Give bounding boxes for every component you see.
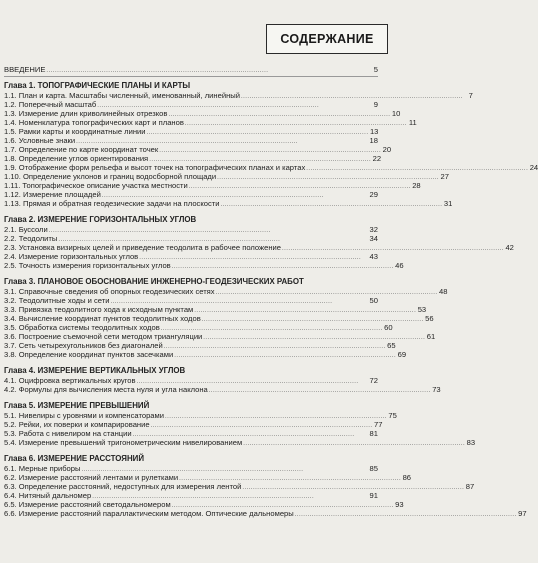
toc-entry-title: 1.10. Определение уклонов и границ водосборной площади: [4, 172, 217, 181]
chapter-heading: Глава 4. ИЗМЕРЕНИЕ ВЕРТИКАЛЬНЫХ УГЛОВ: [4, 366, 186, 375]
toc-entry-page: 60: [384, 323, 393, 332]
toc-entry-title: 5.2. Рейки, их поверки и компарирование: [4, 420, 150, 429]
toc-entry: [4, 411, 397, 420]
toc-entry: [4, 145, 392, 154]
toc-entry-title: 4.1. Оцифровка вертикальных кругов: [4, 376, 136, 385]
toc-entry-page: 83: [466, 438, 476, 447]
toc-entry: [4, 332, 436, 341]
toc-entry-title: 1.4. Номенклатура топографических карт и планов: [4, 118, 184, 127]
toc-entry-title: 1.1. План и карта. Масштабы численный, именованный, линейный: [4, 91, 240, 100]
toc-entry-title: 1.8. Определение углов ориентирования: [4, 154, 149, 163]
divider: [4, 76, 378, 77]
toc-entry: [4, 429, 378, 438]
toc-entry-title: 6.3. Определение расстояний, недоступных для измерения лентой: [4, 482, 242, 491]
toc-entry-page: 46: [395, 261, 404, 270]
toc-entry-page: 29: [369, 190, 378, 199]
toc-entry: [4, 500, 404, 509]
chapter-heading: Глава 5. ИЗМЕРЕНИЕ ПРЕВЫШЕНИЙ: [4, 401, 150, 410]
toc-entry-title: 2.2. Теодолиты: [4, 234, 58, 243]
toc-entry-title: 6.6. Измерение расстояний параллактическим методом. Оптические дальномеры: [4, 509, 294, 518]
toc-entry-title: 4.2. Формулы для вычисления места нуля и угла наклона: [4, 385, 208, 394]
toc-entry-title: 1.9. Отображение форм рельефа и высот точек на топографических планах и картах: [4, 163, 306, 172]
toc-entry: [4, 482, 475, 491]
toc-entry-title: 1.5. Рамки карты и координатные линии: [4, 127, 146, 136]
toc-entry-page: 97: [518, 509, 527, 518]
leader-dots: [220, 199, 441, 210]
toc-entry-page: 9: [373, 100, 378, 109]
toc-entry-title: 6.5. Измерение расстояний светодальномером: [4, 500, 171, 509]
toc-entry: [4, 154, 382, 163]
chapter-heading: Глава 3. ПЛАНОВОЕ ОБОСНОВАНИЕ ИНЖЕНЕРНО-ГЕОДЕЗИЧЕСКИХ РАБОТ: [4, 277, 304, 286]
toc-entry-title: 2.4. Измерение горизонтальных углов: [4, 252, 139, 261]
toc-entry-page: 85: [369, 464, 378, 473]
toc-entry-title: ВВЕДЕНИЕ: [4, 65, 46, 74]
toc-entry-page: 65: [387, 341, 396, 350]
toc-entry-page: 34: [369, 234, 378, 243]
toc-entry-page: 13: [369, 127, 379, 136]
toc-entry: [4, 323, 393, 332]
toc-entry-title: 1.13. Прямая и обратная геодезические задачи на плоскости: [4, 199, 220, 208]
toc-entry-page: 81: [369, 429, 378, 438]
leader-dots: [46, 65, 367, 76]
leader-dots: [172, 261, 393, 272]
toc-entry-title: 1.3. Измерение длин криволинейных отрезков: [4, 109, 168, 118]
toc-entry: [4, 305, 427, 314]
toc-entry-page: 31: [443, 199, 453, 208]
toc-entry-title: 5.1. Нивелиры с уровнями и компенсаторами: [4, 411, 164, 420]
toc-entry-title: 3.1. Справочные сведения об опорных геодезических сетях: [4, 287, 215, 296]
toc-entry-title: 3.2. Теодолитные ходы и сети: [4, 296, 110, 305]
toc-entry-title: 2.1. Буссоли: [4, 225, 48, 234]
toc-entry-page: 72: [369, 376, 378, 385]
toc-entry: [4, 491, 378, 500]
toc-entry-title: 1.6. Условные знаки: [4, 136, 76, 145]
toc-entry-title: 3.5. Обработка системы теодолитных ходов: [4, 323, 160, 332]
toc-entry: [4, 287, 448, 296]
toc-entry: [4, 473, 412, 482]
toc-entry-page: 86: [402, 473, 412, 482]
toc-entry-page: 75: [388, 411, 397, 420]
toc-entry: [4, 172, 449, 181]
toc-entry: [4, 100, 378, 109]
toc-entry-page: 32: [369, 225, 378, 234]
toc-entry: [4, 225, 378, 234]
toc-entry: [4, 350, 407, 359]
contents-header-box: [266, 24, 388, 54]
toc-entry: [4, 420, 383, 429]
toc-entry-title: 1.7. Определение по карте координат точек: [4, 145, 159, 154]
toc-entry-page: 11: [408, 118, 417, 127]
table-of-contents: [4, 65, 538, 518]
toc-entry: [4, 385, 441, 394]
toc-entry-title: 3.7. Сеть четырехугольников без диагоналей: [4, 341, 163, 350]
leader-dots: [209, 385, 430, 396]
toc-entry-page: 53: [417, 305, 427, 314]
toc-entry-page: 18: [369, 136, 378, 145]
toc-entry-page: 93: [395, 500, 404, 509]
toc-entry-page: 20: [382, 145, 392, 154]
toc-entry-page: 61: [426, 332, 436, 341]
toc-entry-title: 2.5. Точность измерения горизонтальных углов: [4, 261, 171, 270]
toc-entry: [4, 438, 476, 447]
toc-entry-title: 2.3. Установка визирных целей и приведение теодолита в рабочее положение: [4, 243, 282, 252]
toc-entry-page: 50: [369, 296, 378, 305]
toc-entry: [4, 136, 378, 145]
toc-entry-page: 91: [369, 491, 378, 500]
toc-entry: [4, 109, 401, 118]
toc-entry-title: 3.4. Вычисление координат пунктов теодолитных ходов: [4, 314, 201, 323]
toc-entry: [4, 199, 453, 208]
toc-entry-page: 28: [412, 181, 421, 190]
toc-entry-page: 77: [374, 420, 383, 429]
toc-entry: [4, 91, 473, 100]
toc-entry: [4, 127, 378, 136]
chapter-heading: Глава 1. ТОПОГРАФИЧЕСКИЕ ПЛАНЫ И КАРТЫ: [4, 81, 191, 90]
toc-entry-title: 1.2. Поперечный масштаб: [4, 100, 97, 109]
toc-entry-title: 1.12. Измерение площадей: [4, 190, 101, 199]
toc-entry: [4, 314, 434, 323]
toc-entry-intro: [4, 65, 378, 74]
toc-entry-page: 10: [391, 109, 401, 118]
leader-dots: [243, 438, 464, 449]
toc-entry-page: 48: [439, 287, 448, 296]
toc-entry: [4, 261, 404, 270]
toc-entry: [4, 163, 538, 172]
toc-entry: [4, 376, 378, 385]
contents-title: СОДЕРЖАНИЕ: [280, 32, 374, 46]
toc-entry-page: 56: [425, 314, 434, 323]
toc-entry-page: 7: [468, 91, 473, 100]
chapter-heading: Глава 2. ИЗМЕРЕНИЕ ГОРИЗОНТАЛЬНЫХ УГЛОВ: [4, 215, 197, 224]
toc-entry-title: 6.2. Измерение расстояний лентами и рулетками: [4, 473, 179, 482]
leader-dots: [174, 350, 395, 361]
toc-entry-page: 42: [505, 243, 514, 252]
toc-entry: [4, 341, 396, 350]
toc-entry-page: 43: [369, 252, 378, 261]
toc-entry: [4, 464, 378, 473]
toc-entry: [4, 190, 378, 199]
toc-entry-title: 3.6. Построение съемочной сети методом триангуляции: [4, 332, 203, 341]
toc-entry-title: 3.3. Привязка теодолитного хода к исходным пунктам: [4, 305, 194, 314]
toc-entry: [4, 243, 514, 252]
toc-entry-title: 6.4. Нитяный дальномер: [4, 491, 92, 500]
toc-entry-title: 5.4. Измерение превышений тригонометрическим нивелированием: [4, 438, 243, 447]
toc-entry: [4, 234, 378, 243]
toc-entry-page: 5: [373, 65, 378, 74]
toc-entry-page: 69: [397, 350, 407, 359]
toc-entry-title: 1.11. Топографическое описание участка местности: [4, 181, 188, 190]
toc-entry: [4, 181, 421, 190]
leader-dots: [295, 509, 516, 520]
toc-entry-title: 6.1. Мерные приборы: [4, 464, 81, 473]
toc-entry: [4, 509, 527, 518]
toc-entry-title: 3.8. Определение координат пунктов засечками: [4, 350, 174, 359]
toc-entry-page: 24: [529, 163, 538, 172]
toc-entry-title: 5.3. Работа с нивелиром на станции: [4, 429, 132, 438]
toc-entry: [4, 252, 378, 261]
toc-entry-page: 87: [465, 482, 475, 491]
chapter-heading: Глава 6. ИЗМЕРЕНИЕ РАССТОЯНИЙ: [4, 454, 145, 463]
toc-entry: [4, 118, 417, 127]
toc-entry: [4, 296, 378, 305]
toc-entry-page: 73: [432, 385, 441, 394]
toc-entry-page: 22: [372, 154, 382, 163]
chapters-list: [4, 81, 538, 518]
toc-entry-page: 27: [440, 172, 449, 181]
